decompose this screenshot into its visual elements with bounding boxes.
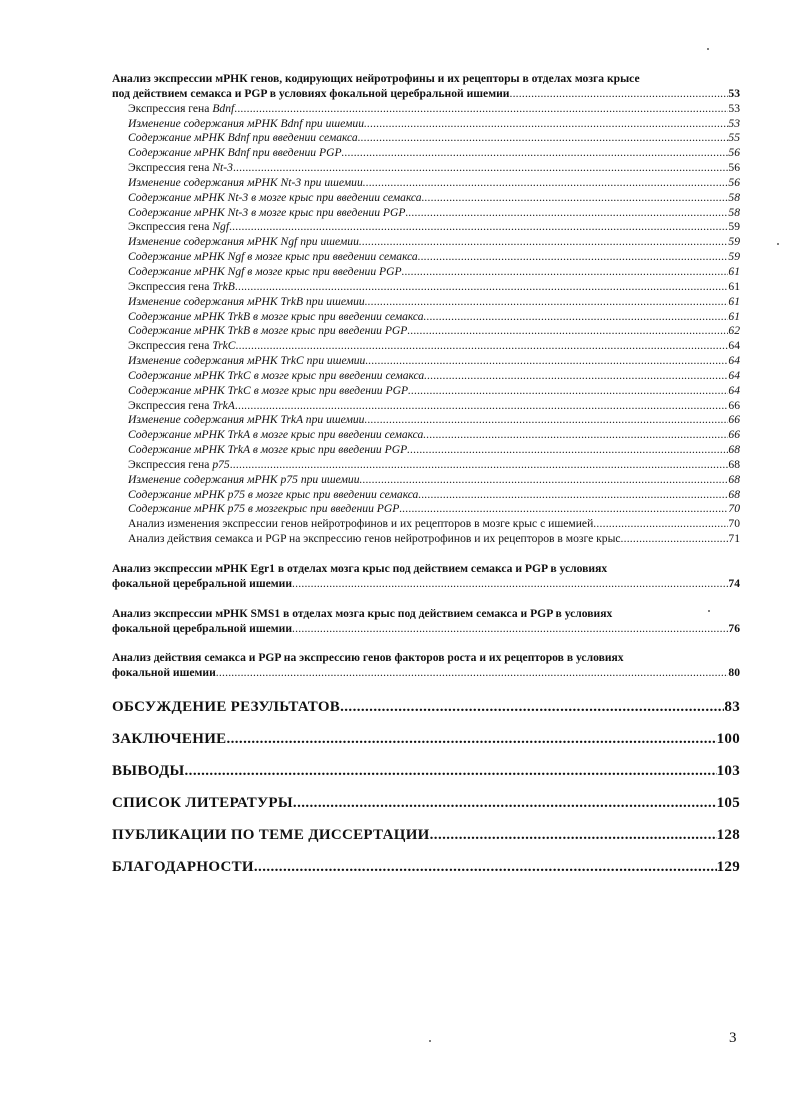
toc-entry-text: в мозгекрыс при введении PGP [244, 502, 400, 516]
gene-name: Nt-3 [227, 205, 249, 219]
toc-section-title-line1: Анализ экспрессии мРНК Egr1 в отделах мозга крыс под действием семакса и PGP в условиях [112, 562, 608, 575]
toc-entry-title [128, 206, 405, 221]
toc-entry-text: Содержание мРНК [128, 131, 228, 145]
toc-entry-text: Экспрессия гена [128, 161, 213, 175]
toc-entry-text: Содержание мРНК [128, 205, 228, 219]
toc-subentry [112, 206, 740, 221]
dot-leader [230, 458, 729, 473]
toc-entry-title: Анализ изменения экспрессии генов нейротрофинов и их рецепторов в мозге крыс с ишемией [128, 517, 594, 531]
toc-entry-title [128, 502, 399, 517]
dot-leader [430, 819, 717, 851]
toc-entry-title [128, 265, 402, 280]
toc-page-number: 58 [728, 205, 740, 219]
toc-subentry [112, 176, 740, 191]
gene-name: TrkA [280, 413, 303, 427]
dot-leader [236, 339, 729, 354]
toc-page-number: 70 [728, 502, 740, 516]
toc-page-number: 53 [728, 86, 740, 100]
dot-leader [293, 787, 717, 819]
toc-entry-title [128, 369, 424, 384]
gene-name: Bdnf [212, 101, 235, 115]
gene-name: Bdnf [227, 131, 250, 145]
toc-entry-title [128, 354, 365, 369]
toc-subentry [112, 502, 740, 517]
toc-subentry [112, 265, 740, 280]
toc-page-number: 59 [728, 220, 740, 234]
toc-subentry [112, 384, 740, 399]
toc-chapter-entry [112, 851, 740, 883]
toc-entry-title [128, 117, 364, 132]
toc-subentry [112, 146, 740, 161]
dot-leader [407, 324, 728, 339]
toc-chapter-entry [112, 787, 740, 819]
toc-page-number: 83 [724, 699, 740, 716]
toc-chapter-entry [112, 819, 740, 851]
gene-name: Ngf [227, 264, 245, 278]
toc-section-title-line2: фокальной ишемии [112, 666, 216, 680]
toc-entry-title: Анализ действия семакса и PGP на экспрессию генов нейротрофинов и их рецепторов в мозге крыс [128, 532, 621, 546]
toc-entry-title [128, 443, 407, 458]
dot-leader [340, 691, 724, 723]
gene-name: Ngf [212, 220, 230, 234]
dot-leader [509, 87, 728, 102]
toc-section-title-line1: Анализ экспрессии мРНК SMS1 в отделах мозга крыс под действием семакса и PGP в условиях [112, 606, 613, 620]
toc-entry-title [128, 324, 407, 339]
toc-entry-text: Экспрессия гена [128, 101, 213, 115]
toc-chapter-title: ПУБЛИКАЦИИ ПО ТЕМЕ ДИССЕРТАЦИИ [112, 827, 430, 844]
toc-entry-text: Изменение содержания мРНК [128, 116, 281, 130]
toc-chapter-entry [112, 723, 740, 755]
gene-name: TrkB [280, 294, 304, 308]
dot-leader [342, 146, 729, 161]
toc-page-number: 71 [728, 532, 740, 546]
scan-speck [777, 243, 779, 245]
dot-leader [234, 102, 728, 117]
toc-page-number: 80 [728, 666, 740, 680]
toc-gene-entry [112, 220, 740, 235]
toc-entry-text: Содержание мРНК [128, 383, 228, 397]
toc-page-number: 105 [716, 795, 740, 812]
toc-entry-title [128, 339, 236, 354]
toc-entry-text: Содержание мРНК [128, 309, 228, 323]
toc-entry-text: при введении PGP [249, 146, 342, 160]
toc-section-heading [112, 651, 740, 666]
toc-entry-text: Содержание мРНК [128, 428, 228, 442]
dot-leader [235, 399, 729, 414]
toc-summary-entry [112, 517, 740, 532]
toc-entry-title [128, 146, 342, 161]
dot-leader [418, 488, 728, 503]
toc-page-number: 53 [728, 116, 740, 130]
dot-leader [593, 517, 728, 532]
dot-leader [364, 117, 728, 132]
toc-entry-text: при ишемии [301, 175, 363, 189]
table-of-contents [112, 72, 740, 883]
scan-speck [429, 1040, 431, 1042]
toc-entry-title [128, 250, 418, 265]
toc-entry-text: Изменение содержания мРНК [128, 472, 281, 486]
dot-leader [363, 176, 729, 191]
toc-entry-text: в мозге крыс при введении семакса [249, 428, 424, 442]
toc-entry-title [128, 161, 233, 176]
toc-page-number: 59 [728, 235, 740, 249]
dot-leader [621, 532, 729, 547]
toc-page-number: 68 [728, 443, 740, 457]
toc-page-number: 62 [728, 324, 740, 338]
dot-leader [405, 206, 728, 221]
toc-page-number: 68 [728, 457, 740, 471]
gene-name: TrkC [212, 339, 236, 353]
toc-page-number: 66 [728, 413, 740, 427]
gene-name: TrkB [227, 309, 251, 323]
gene-name: Bdnf [280, 116, 303, 130]
toc-page-number: 66 [728, 428, 740, 442]
toc-entry-text: при ишемии [303, 294, 365, 308]
toc-page-number: 56 [728, 161, 740, 175]
dot-leader [424, 310, 729, 325]
dot-leader [423, 428, 728, 443]
toc-page-number: 61 [728, 294, 740, 308]
toc-entry-text: в мозге крыс при введении семакса [244, 250, 418, 264]
toc-gene-entry [112, 102, 740, 117]
toc-entry-text: Содержание мРНК [128, 487, 228, 501]
toc-subentry [112, 413, 740, 428]
toc-gene-entry [112, 458, 740, 473]
dot-leader [359, 235, 729, 250]
toc-chapter-title: БЛАГОДАРНОСТИ [112, 859, 254, 876]
toc-entry-title [128, 488, 418, 503]
toc-subentry [112, 354, 740, 369]
toc-entry-text: Содержание мРНК [128, 250, 228, 264]
dot-leader [365, 354, 728, 369]
toc-page-number: 70 [728, 517, 740, 531]
toc-section-title-line1: Анализ экспрессии мРНК генов, кодирующих нейротрофины и их рецепторы в отделах мозга крысе [112, 72, 640, 85]
toc-entry-title [128, 220, 229, 235]
gene-name: p75 [227, 502, 245, 516]
toc-page-number: 64 [728, 339, 740, 353]
toc-entry-text: в мозге крыс при введении семакса [250, 368, 425, 382]
toc-entry-text: в мозге крыс при введении PGP [248, 205, 406, 219]
dot-leader [233, 161, 728, 176]
toc-subentries [112, 102, 740, 518]
toc-page-number: 128 [716, 827, 740, 844]
toc-subentry [112, 443, 740, 458]
toc-page-number: 56 [728, 146, 740, 160]
toc-chapter-entry [112, 755, 740, 787]
toc-section-heading-last [112, 87, 740, 102]
toc-entry-title [128, 280, 235, 295]
toc-entry-text: Изменение содержания мРНК [128, 354, 281, 368]
toc-entry-title [128, 191, 422, 206]
dot-leader [407, 443, 728, 458]
dot-leader [226, 723, 716, 755]
toc-subentry [112, 369, 740, 384]
toc-entry-title [128, 473, 360, 488]
toc-gene-entry [112, 399, 740, 414]
toc-entry-text: при ишемии [297, 235, 359, 249]
toc-page-number: 61 [728, 279, 740, 293]
gene-name: TrkB [212, 279, 235, 293]
gene-name: Ngf [227, 250, 245, 264]
toc-page-number: 76 [728, 621, 740, 635]
toc-entry-text: Изменение содержания мРНК [128, 175, 281, 189]
toc-entry-text: при ишемии [297, 472, 360, 486]
dot-leader [408, 384, 728, 399]
toc-page-number: 58 [728, 190, 740, 204]
toc-section-heading-last [112, 577, 740, 592]
dot-leader [216, 666, 729, 681]
toc-entry-text: Изменение содержания мРНК [128, 413, 281, 427]
toc-entry-text: в мозге крыс при введении PGP [250, 324, 408, 338]
toc-entry-text: Содержание мРНК [128, 190, 228, 204]
toc-summary-entry [112, 532, 740, 547]
toc-page-number: 129 [716, 859, 740, 876]
toc-subentry [112, 250, 740, 265]
toc-entry-title [128, 176, 363, 191]
dot-leader [399, 502, 728, 517]
toc-page-number: 64 [728, 383, 740, 397]
gene-name: TrkC [280, 354, 304, 368]
gene-name: Ngf [280, 235, 298, 249]
dot-leader [292, 577, 728, 592]
toc-entry-text: Изменение содержания мРНК [128, 235, 281, 249]
toc-page-number: 64 [728, 354, 740, 368]
toc-section-heading [112, 607, 740, 622]
toc-page-number: 68 [728, 487, 740, 501]
gene-name: p75 [280, 472, 298, 486]
toc-chapter-title: СПИСОК ЛИТЕРАТУРЫ [112, 795, 293, 812]
toc-page-number: 100 [716, 731, 740, 748]
toc-subentry [112, 428, 740, 443]
toc-entry-text: Экспрессия гена [128, 279, 213, 293]
toc-subentry [112, 191, 740, 206]
toc-section-heading-last [112, 666, 740, 681]
toc-subentry [112, 295, 740, 310]
toc-entry-title [128, 384, 408, 399]
dot-leader [358, 131, 729, 146]
toc-entry-title [128, 310, 424, 325]
gene-name: p75 [212, 457, 230, 471]
toc-entry-text: Содержание мРНК [128, 146, 228, 160]
toc-section-heading-last [112, 622, 740, 637]
toc-entry-title [128, 295, 365, 310]
toc-section-title-line2: фокальной церебральной ишемии [112, 576, 293, 590]
toc-page-number: 66 [728, 398, 740, 412]
dot-leader [254, 851, 717, 883]
gene-name: TrkC [227, 383, 251, 397]
toc-page-number: 103 [716, 763, 740, 780]
toc-page-number: 68 [728, 472, 740, 486]
toc-section-title-line2: под действием семакса и PGP в условиях фокальной церебральной ишемии [112, 86, 510, 100]
toc-entry-title [128, 235, 359, 250]
toc-gene-entry [112, 339, 740, 354]
toc-page-number: 59 [728, 250, 740, 264]
dot-leader [424, 369, 728, 384]
dot-leader [402, 265, 729, 280]
toc-page-number: 53 [728, 101, 740, 115]
toc-section-title-line2: фокальной церебральной ишемии [112, 621, 293, 635]
scan-speck [707, 48, 709, 50]
toc-entry-title [128, 131, 358, 146]
toc-section-heading [112, 72, 740, 87]
toc-entry-text: в мозге крыс при введении семакса [244, 487, 419, 501]
toc-page-number: 55 [728, 131, 740, 145]
toc-entry-text: в мозге крыс при введении PGP [250, 383, 409, 397]
dot-leader [360, 473, 729, 488]
toc-chapter-title: ЗАКЛЮЧЕНИЕ [112, 731, 227, 748]
toc-entry-text: в мозге крыс при введении семакса [248, 190, 422, 204]
gene-name: TrkC [227, 368, 251, 382]
toc-page-number: 61 [728, 264, 740, 278]
toc-chapters [112, 691, 740, 883]
toc-subentry [112, 324, 740, 339]
toc-entry-text: Содержание мРНК [128, 368, 228, 382]
toc-subentry [112, 131, 740, 146]
toc-page-number: 56 [728, 175, 740, 189]
dot-leader [365, 295, 729, 310]
toc-entry-text: Содержание мРНК [128, 443, 228, 457]
gene-name: TrkA [227, 428, 250, 442]
gene-name: TrkA [212, 398, 235, 412]
toc-gene-entry [112, 161, 740, 176]
dot-leader [418, 250, 729, 265]
toc-entry-text: при ишемии [303, 354, 366, 368]
toc-entry-text: в мозге крыс при введении семакса [250, 309, 424, 323]
toc-section-title-line1: Анализ действия семакса и PGP на экспрессию генов факторов роста и их рецепторов в условиях [112, 651, 624, 665]
toc-subentry [112, 235, 740, 250]
gene-name: Nt-3 [227, 190, 249, 204]
dot-leader [292, 622, 728, 637]
toc-entry-title [128, 428, 423, 443]
toc-entry-title [128, 413, 364, 428]
toc-entry-text: Содержание мРНК [128, 264, 228, 278]
toc-page-number: 64 [728, 368, 740, 382]
toc-subentry [112, 117, 740, 132]
toc-entry-text: Экспрессия гена [128, 339, 213, 353]
gene-name: TrkB [227, 324, 251, 338]
scan-speck [708, 610, 710, 612]
toc-gene-entry [112, 280, 740, 295]
toc-entry-text: Экспрессия гена [128, 398, 213, 412]
gene-name: TrkA [227, 443, 250, 457]
toc-entry-text: Содержание мРНК [128, 324, 228, 338]
toc-chapter-title: ОБСУЖДЕНИЕ РЕЗУЛЬТАТОВ [112, 699, 341, 716]
gene-name: p75 [227, 487, 245, 501]
gene-name: Nt-3 [212, 161, 233, 175]
toc-entry-text: в мозге крыс при введении PGP [244, 264, 402, 278]
toc-page-number: 74 [728, 576, 740, 590]
dot-leader [364, 413, 728, 428]
toc-entry-text: в мозге крыс при введении PGP [249, 443, 408, 457]
toc-entry-text: при ишемии [302, 116, 365, 130]
toc-entry-text: Экспрессия гена [128, 457, 213, 471]
toc-entry-text: Экспрессия гена [128, 220, 213, 234]
toc-chapter-entry [112, 691, 740, 723]
toc-subentry [112, 473, 740, 488]
dot-leader [422, 191, 729, 206]
toc-entry-text: при ишемии [302, 413, 365, 427]
page-number: 3 [729, 1030, 737, 1046]
dot-leader [185, 755, 717, 787]
toc-entry-text: Изменение содержания мРНК [128, 294, 281, 308]
toc-page-number: 61 [728, 309, 740, 323]
toc-subentry [112, 488, 740, 503]
toc-section-heading [112, 562, 740, 577]
toc-chapter-title: ВЫВОДЫ [112, 763, 185, 780]
toc-subentry [112, 310, 740, 325]
gene-name: Bdnf [227, 146, 250, 160]
toc-entry-title [128, 102, 234, 117]
toc-entry-text: Содержание мРНК [128, 502, 228, 516]
dot-leader [235, 280, 729, 295]
toc-entry-title [128, 399, 235, 414]
toc-entry-text: при введении семакса [249, 131, 358, 145]
gene-name: Nt-3 [280, 175, 302, 189]
toc-entry-title [128, 458, 230, 473]
dot-leader [229, 220, 728, 235]
